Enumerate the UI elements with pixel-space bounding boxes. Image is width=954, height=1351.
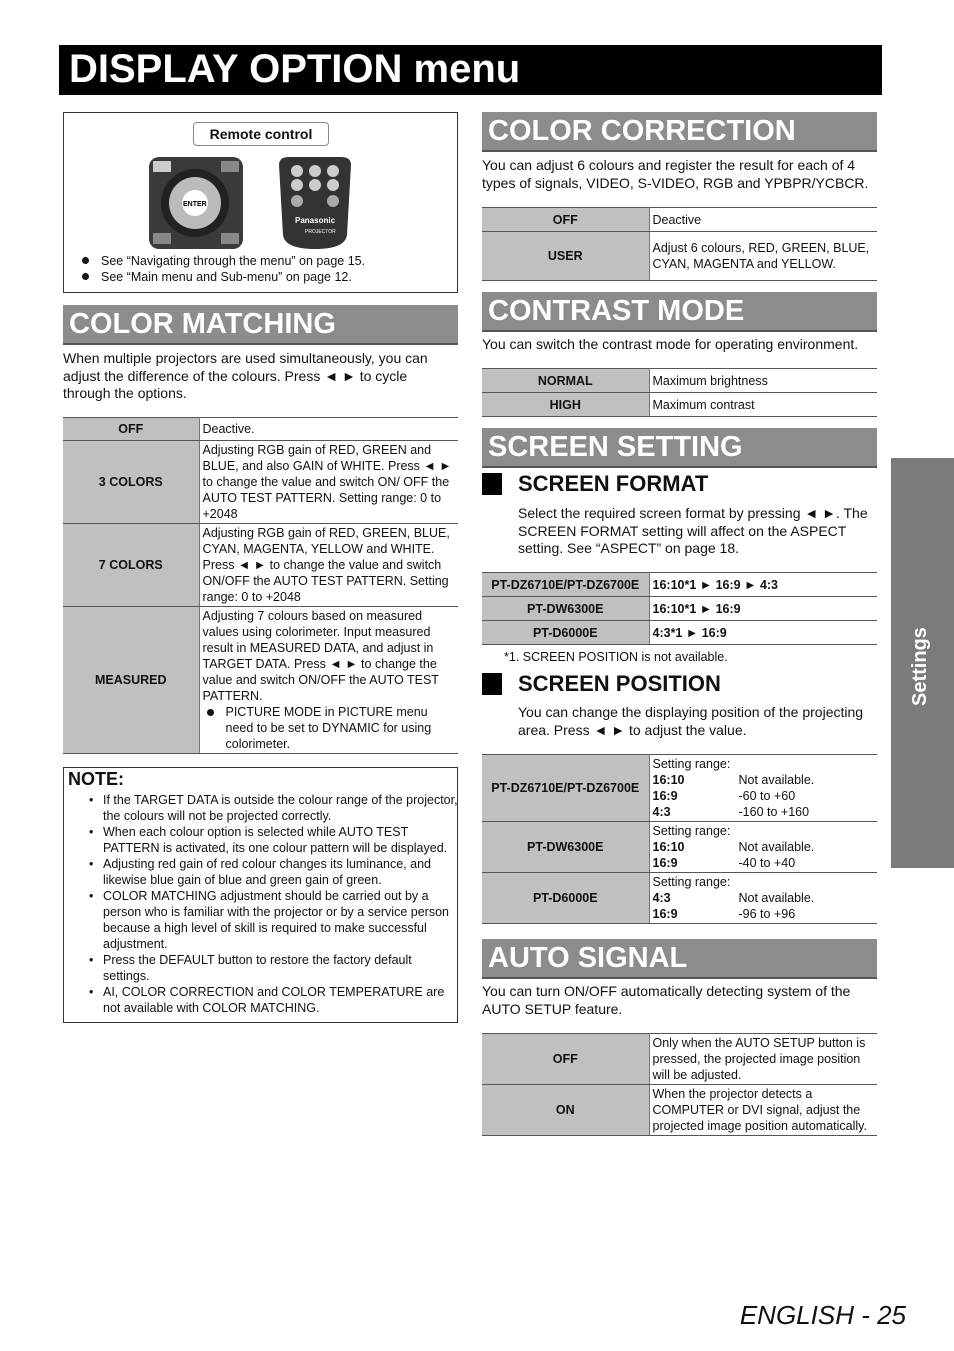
cm-key-3colors: 3 COLORS	[63, 441, 199, 524]
color-matching-heading: COLOR MATCHING	[63, 305, 458, 345]
screen-format-text: Select the required screen format by pressing ◄ ►. The SCREEN FORMAT setting will affect on the ASPECT setting. See “ASPECT” on page 18.	[518, 505, 868, 556]
note-item: • If the TARGET DATA is outside the colour range of the projector, the colours will not be projected correctly.	[103, 792, 459, 824]
page-title-bar	[59, 45, 882, 95]
as-key-on: ON	[482, 1085, 649, 1136]
color-correction-table	[482, 207, 877, 281]
remote-dpad-image	[147, 155, 247, 251]
range-row: 16:9 -40 to +40	[652, 856, 796, 870]
side-tab-label: Settings	[909, 627, 931, 706]
contrast-key-normal: NORMAL	[482, 369, 649, 393]
cc-key-off: OFF	[482, 208, 649, 232]
remote-keypad-image	[275, 155, 355, 251]
contrast-mode-intro: You can switch the contrast mode for operating environment.	[482, 336, 859, 352]
cc-val-user: Adjust 6 colours, RED, GREEN, BLUE, CYAN, MAGENTA and YELLOW.	[649, 232, 877, 281]
sp-key-dz6710: PT-DZ6710E/PT-DZ6700E	[482, 755, 649, 822]
cm-key-measured: MEASURED	[63, 607, 199, 754]
screen-position-marker	[482, 673, 502, 695]
note-item: • When each colour option is selected while AUTO TEST PATTERN is activated, its one colour pattern will be displayed.	[103, 824, 459, 856]
range-label: Setting range:	[652, 875, 731, 889]
range-row: 4:3 -160 to +160	[652, 805, 810, 819]
cm-measured-text: Adjusting 7 colours based on measured values using colorimeter. Input measured result in MEASURED DATA, and adjust in TARGET DATA. Press ◄ ► to change the value and switch ON/OFF the AUTO TEST PATTERN.	[202, 609, 439, 703]
note-item: • Press the DEFAULT button to restore the factory default settings.	[103, 952, 459, 984]
color-correction-intro: You can adjust 6 colours and register the result for each of 4 types of signals, VIDEO, S-VIDEO, RGB and YPBPR/YCBCR.	[482, 157, 869, 191]
color-matching-intro: When multiple projectors are used simultaneously, you can adjust the difference of the colours. Press ◄ ► to cycle through the options.	[63, 350, 428, 401]
color-matching-table	[63, 417, 458, 754]
sp-val-dw6300	[649, 822, 877, 873]
screen-format-table	[482, 572, 877, 645]
sp-key-d6000: PT-D6000E	[482, 873, 649, 924]
range-row: 4:3 Not available.	[652, 891, 815, 905]
as-val-off: Only when the AUTO SETUP button is pressed, the projected image position will be adjusted.	[649, 1034, 877, 1085]
auto-signal-heading: AUTO SIGNAL	[482, 939, 877, 979]
cc-val-off: Deactive	[649, 208, 877, 232]
cm-val-off: Deactive.	[199, 418, 458, 441]
range-row: 16:10 Not available.	[652, 773, 815, 787]
screen-format-marker	[482, 473, 502, 495]
as-val-on: When the projector detects a COMPUTER or DVI signal, adjust the projected image position automatically.	[649, 1085, 877, 1136]
svg-text:ENTER: ENTER	[183, 201, 207, 208]
cm-val-3colors: Adjusting RGB gain of RED, GREEN and BLUE, and also GAIN of WHITE. Press ◄ ► to change the value and switch ON/ OFF the AUTO TEST PATTERN. Setting range: 0 to +2048	[199, 441, 458, 524]
sf-key-dw6300: PT-DW6300E	[482, 597, 649, 621]
note-box	[63, 767, 458, 1023]
range-row: 16:10 Not available.	[652, 840, 815, 854]
color-correction-heading: COLOR CORRECTION	[482, 112, 877, 152]
range-label: Setting range:	[652, 824, 731, 838]
cm-val-7colors: Adjusting RGB gain of RED, GREEN, BLUE, CYAN, MAGENTA, YELLOW and WHITE. Press ◄ ► to change the value and switch ON/OFF the AUTO TEST PATTERN. Setting range: 0 to +2048	[199, 524, 458, 607]
remote-bullet-1: See “Navigating through the menu” on page 15.	[82, 253, 365, 269]
cm-key-7colors: 7 COLORS	[63, 524, 199, 607]
cm-val-measured	[199, 607, 458, 754]
auto-signal-table	[482, 1033, 877, 1136]
sp-val-d6000	[649, 873, 877, 924]
screen-setting-heading: SCREEN SETTING	[482, 428, 877, 468]
screen-position-table	[482, 754, 877, 924]
note-list	[64, 792, 459, 1016]
screen-position-text: You can change the displaying position of the projecting area. Press ◄ ► to adjust the value.	[518, 704, 864, 738]
contrast-val-high: Maximum contrast	[649, 393, 877, 417]
note-item: • COLOR MATCHING adjustment should be carried out by a person who is familiar with the projector or by a service person because a high level of skill is required to make successful adjustment.	[103, 888, 459, 952]
screen-format-footnote: *1. SCREEN POSITION is not available.	[504, 650, 728, 664]
note-item: • Adjusting red gain of red colour changes its luminance, and likewise blue gain of blue and green gain of green.	[103, 856, 459, 888]
sf-key-d6000: PT-D6000E	[482, 621, 649, 645]
sf-key-dz6710: PT-DZ6710E/PT-DZ6700E	[482, 573, 649, 597]
sf-val-dz6710: 16:10*1 ► 16:9 ► 4:3	[649, 573, 877, 597]
contrast-val-normal: Maximum brightness	[649, 369, 877, 393]
note-heading: NOTE:	[68, 769, 124, 789]
page-footer: ENGLISH - 25	[739, 1300, 906, 1330]
cm-key-off: OFF	[63, 418, 199, 441]
sf-val-dw6300: 16:10*1 ► 16:9	[649, 597, 877, 621]
contrast-mode-heading: CONTRAST MODE	[482, 292, 877, 332]
remote-control-box	[63, 112, 458, 293]
range-row: 16:9 -60 to +60	[652, 789, 796, 803]
range-label: Setting range:	[652, 757, 731, 771]
sp-val-dz6710	[649, 755, 877, 822]
range-row: 16:9 -96 to +96	[652, 907, 796, 921]
settings-side-tab	[891, 458, 954, 868]
screen-format-heading: SCREEN FORMAT	[518, 471, 709, 496]
contrast-key-high: HIGH	[482, 393, 649, 417]
screen-position-heading: SCREEN POSITION	[518, 671, 721, 696]
contrast-mode-table	[482, 368, 877, 417]
sp-key-dw6300: PT-DW6300E	[482, 822, 649, 873]
svg-text:PROJECTOR: PROJECTOR	[305, 229, 336, 235]
cm-measured-subbullet: PICTURE MODE in PICTURE menu need to be set to DYNAMIC for using colorimeter.	[203, 704, 456, 752]
sf-val-d6000: 4:3*1 ► 16:9	[649, 621, 877, 645]
cc-key-user: USER	[482, 232, 649, 281]
svg-text:Panasonic: Panasonic	[295, 216, 336, 225]
auto-signal-intro: You can turn ON/OFF automatically detecting system of the AUTO SETUP feature.	[482, 983, 851, 1017]
remote-bullet-2: See “Main menu and Sub-menu” on page 12.	[82, 269, 352, 285]
page-title: DISPLAY OPTION menu	[69, 47, 521, 91]
remote-control-label: Remote control	[193, 122, 329, 146]
as-key-off: OFF	[482, 1034, 649, 1085]
note-item: • AI, COLOR CORRECTION and COLOR TEMPERATURE are not available with COLOR MATCHING.	[103, 984, 459, 1016]
